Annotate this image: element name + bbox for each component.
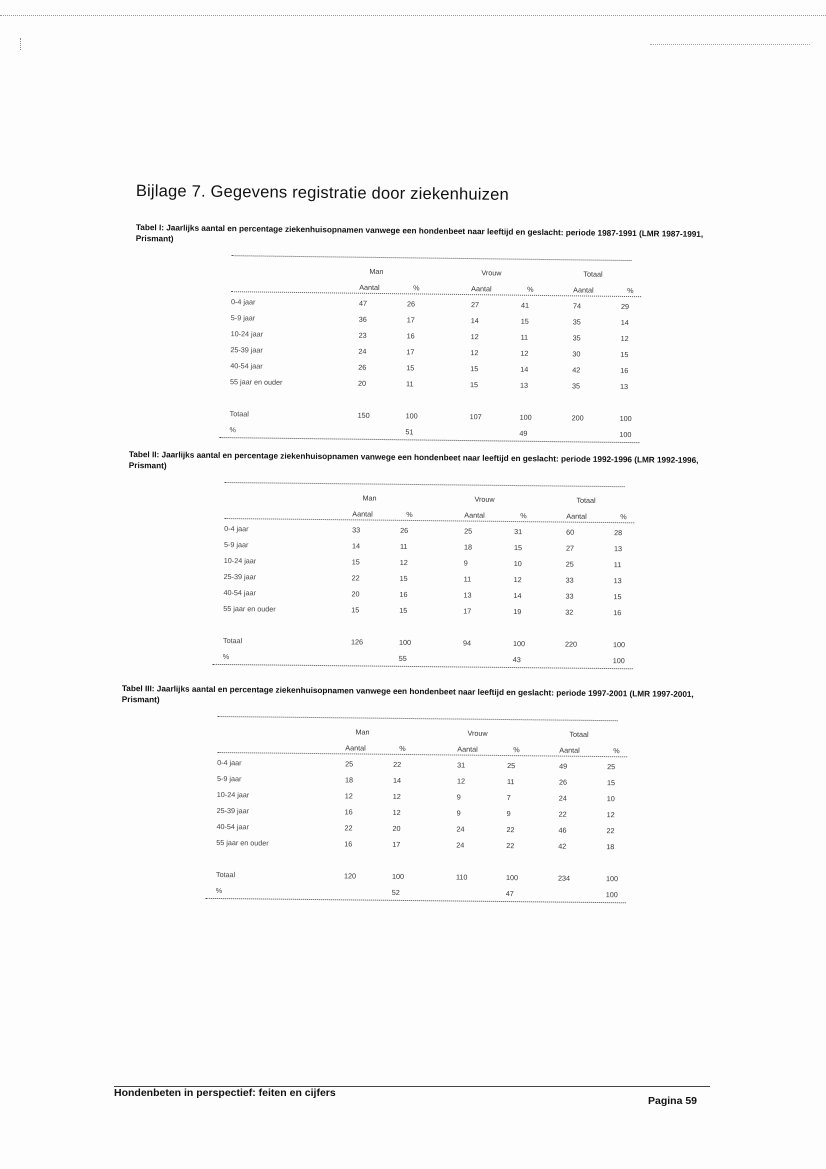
column-header-percent: % [513,745,520,755]
table-cell: 14 [520,364,529,374]
table-cell: 20 [351,589,360,599]
table-cell: 15 [351,605,360,615]
table-cell: 15 [470,364,479,374]
row-label: 55 jaar en ouder [230,377,283,387]
table-cell: 16 [344,839,353,849]
table-cell: 25 [507,761,516,771]
table-cell: 14 [470,316,479,326]
table-cell: 31 [514,527,523,537]
column-header-count: Aantal [345,743,366,753]
table-cell: 29 [620,301,630,312]
row-label: Totaal [222,635,243,646]
row-label: 55 jaar en ouder [223,603,276,614]
column-group-header: Totaal [569,729,589,739]
table-cell: 18 [344,775,354,785]
table-cell: 11 [613,560,622,570]
column-header-percent: % [620,512,627,522]
table-cell: 11 [506,777,515,787]
footer-document-title: Hondenbeten in perspectief: feiten en cijfers [114,1087,336,1099]
table-cell: 25 [607,762,616,772]
table-cell: 12 [456,776,466,786]
table-cell: 26 [558,777,568,787]
table-cell: 32 [565,607,574,617]
table-cell: 94 [462,638,472,648]
table-cell: 22 [351,573,360,583]
row-label: 10-24 jaar [223,555,257,566]
table-cell: 12 [470,332,479,342]
table-cell: 24 [558,793,567,803]
table-cell: 100 [605,874,619,884]
table-cell: 22 [558,809,567,819]
table-cell: 16 [344,807,353,817]
table-cell: 74 [572,301,582,311]
table-cell: 12 [520,348,529,358]
table-cell: 28 [614,528,623,538]
table-cell: 11 [399,541,408,551]
table-cell: 47 [505,889,514,899]
column-header-count: Aantal [464,510,485,520]
table-cell: 55 [398,653,407,663]
table-cell: 15 [399,573,408,583]
row-label: % [222,651,230,662]
table-bottom-rule [206,898,626,903]
column-header-count: Aantal [471,284,492,294]
table-cell: 100 [619,413,632,424]
table-caption: Tabel II: Jaarlijks aantal en percentage ziekenhuisopnamen vanwege een hondenbeet naar leeftijd en geslacht: periode 1992-1996 (LMR 1992-1996, Prismant) [128,449,699,471]
table-cell: 9 [506,809,511,819]
table-cell: 17 [406,347,415,357]
table-bottom-rule [219,437,639,443]
table-cell: 110 [455,872,468,882]
table-cell: 33 [565,575,574,585]
table-cell: 22 [393,759,402,769]
table-cell: 14 [392,775,402,785]
row-label: 40-54 jaar [223,587,256,598]
table-cell: 9 [463,558,468,568]
table-cell: 24 [358,346,367,356]
column-header-count: Aantal [559,745,580,755]
table-cell: 7 [506,793,511,803]
row-label: 5-9 jaar [230,313,256,323]
table-cell: 17 [463,606,472,616]
table-cell: 22 [606,826,615,836]
table-cell: 12 [620,333,629,344]
table-cell: 13 [619,381,629,392]
row-label: 40-54 jaar [230,361,263,371]
column-header-count: Aantal [573,285,594,295]
row-label: 5-9 jaar [223,540,249,550]
table-cell: 12 [470,348,479,358]
table-cell: 12 [344,791,353,801]
table-cell: 25 [565,559,574,569]
column-group-header: Totaal [583,269,603,279]
table-cell: 18 [463,542,473,552]
scan-margin-mark [20,38,21,50]
table-cell: 12 [606,810,615,820]
table-cell: 9 [456,808,461,818]
table-cell: 41 [520,300,530,310]
table-cell: 9 [456,792,461,802]
row-label: 5-9 jaar [216,774,242,784]
column-group-header: Man [355,727,370,737]
column-group-header: Man [362,493,377,503]
table-cell: 33 [352,525,361,535]
table-cell: 15 [520,316,529,326]
column-header-percent: % [527,284,534,294]
table-cell: 100 [605,890,618,900]
table-cell: 49 [559,761,568,771]
table-caption: Tabel I: Jaarlijks aantal en percentage ziekenhuisopnamen vanwege een hondenbeet naar leeftijd en geslacht: periode 1987-1991 (LMR 1987-1991, Prismant) [135,222,704,244]
table-cell: 107 [469,412,482,422]
table-cell: 17 [406,315,415,325]
footer-page-number: Pagina 59 [648,1095,698,1107]
column-group-header: Vrouw [467,728,488,738]
table-cell: 31 [457,760,466,770]
table-cell: 36 [358,314,367,324]
row-label: 55 jaar en ouder [216,837,269,848]
table-cell: 33 [565,591,574,601]
table-cell: 52 [391,887,400,897]
table-cell: 23 [358,330,367,340]
row-label: 10-24 jaar [216,789,250,800]
table-cell: 220 [564,639,578,649]
table-cell: 120 [343,871,357,881]
table-cell: 15 [406,363,415,373]
table-cell: 16 [613,608,622,618]
scan-top-dotted-line [0,15,826,16]
page-title: Bijlage 7. Gegevens registratie door ziekenhuizen [135,182,510,204]
table-cell: 15 [613,592,622,602]
row-label: 0-4 jaar [224,524,249,534]
table-cell: 17 [392,839,401,849]
table-cell: 51 [405,427,414,437]
table-block-1 [135,222,736,440]
row-label: 0-4 jaar [217,758,242,768]
table-cell: 11 [405,379,414,389]
table-cell: 16 [406,331,415,341]
table-cell: 47 [358,298,368,308]
table-cell: 49 [519,428,528,438]
table-cell: 15 [469,380,479,390]
table-cell: 16 [620,365,629,376]
table-top-rule [218,716,618,721]
table-cell: 234 [557,873,571,883]
row-label: 25-39 jaar [230,345,263,355]
table-cell: 43 [512,655,521,665]
column-header-percent: % [413,283,420,293]
table-cell: 35 [572,333,581,343]
table-cell: 11 [463,574,472,584]
row-label: % [229,425,236,435]
table-cell: 100 [619,429,632,440]
table-cell: 22 [506,841,515,851]
table-caption: Tabel III: Jaarlijks aantal en percentage ziekenhuisopnamen vanwege een hondenbeet naar leeftijd en geslacht: periode 1997-2001 (LMR 1997-2001, Prismant) [121,683,694,705]
scan-right-dotted-line [650,44,810,45]
table-cell: 12 [399,557,408,567]
table-cell: 35 [571,381,581,391]
table-cell: 12 [392,807,401,817]
table-cell: 22 [506,825,515,835]
table-cell: 10 [513,559,522,569]
column-header-percent: % [399,743,406,753]
table-block-3 [121,683,722,900]
table-cell: 100 [505,873,519,883]
table-cell: 13 [519,380,529,390]
table-cell: 15 [620,349,629,360]
table-block-2 [128,449,729,666]
table-cell: 20 [392,823,401,833]
table-cell: 100 [612,640,626,650]
table-cell: 24 [456,824,465,834]
column-header-count: Aantal [352,509,373,519]
table-cell: 19 [513,607,522,617]
table-cell: 27 [470,300,480,310]
table-top-rule [232,255,632,261]
row-label: 25-39 jaar [216,805,250,816]
column-header-count: Aantal [566,511,587,521]
column-header-percent: % [520,511,527,521]
table-cell: 100 [398,637,412,647]
table-cell: 15 [351,557,360,567]
table-cell: 27 [565,543,575,553]
table-cell: 100 [391,871,405,881]
table-cell: 22 [344,823,353,833]
row-label: Totaal [215,869,236,880]
column-group-header: Vrouw [481,268,502,278]
column-header-percent: % [406,509,413,519]
table-cell: 42 [558,841,567,851]
table-cell: 46 [558,825,567,835]
table-cell: 35 [572,317,581,327]
table-cell: 200 [571,413,584,423]
table-cell: 12 [513,575,522,585]
table-cell: 26 [358,362,367,372]
table-cell: 13 [463,590,472,600]
table-cell: 42 [572,365,581,375]
row-label: 0-4 jaar [230,297,256,307]
row-label: 10-24 jaar [230,329,264,339]
table-cell: 126 [350,637,364,647]
table-cell: 15 [606,778,616,788]
table-cell: 14 [351,541,361,551]
table-cell: 16 [399,589,408,599]
table-cell: 100 [512,639,526,649]
row-label: 25-39 jaar [223,571,257,582]
table-top-rule [225,482,625,487]
row-label: 40-54 jaar [216,821,249,832]
row-label: % [215,885,223,896]
table-cell: 12 [392,791,401,801]
table-cell: 100 [519,412,532,422]
table-bottom-rule [213,664,633,669]
column-group-header: Man [369,266,384,277]
table-cell: 60 [566,527,575,537]
table-cell: 14 [513,591,522,601]
row-label: Totaal [229,409,249,419]
column-group-header: Vrouw [474,494,495,504]
column-header-percent: % [627,286,634,296]
table-cell: 20 [357,378,367,388]
column-header-percent: % [613,746,620,756]
column-group-header: Totaal [576,495,596,505]
table-cell: 18 [606,842,615,852]
table-cell: 14 [620,317,629,328]
table-cell: 30 [572,349,581,359]
table-cell: 100 [405,411,418,421]
table-cell: 13 [613,544,623,554]
table-cell: 26 [400,525,409,535]
table-cell: 24 [456,840,465,850]
table-cell: 13 [613,576,622,586]
table-cell: 25 [345,759,354,769]
table-cell: 26 [406,299,416,309]
table-cell: 10 [606,794,615,804]
table-cell: 15 [399,605,408,615]
table-cell: 100 [612,656,625,666]
table-cell: 150 [357,410,370,420]
column-header-count: Aantal [457,744,478,754]
table-cell: 11 [520,332,529,342]
table-cell: 15 [513,543,523,553]
column-header-count: Aantal [359,282,380,292]
table-cell: 25 [464,526,473,536]
